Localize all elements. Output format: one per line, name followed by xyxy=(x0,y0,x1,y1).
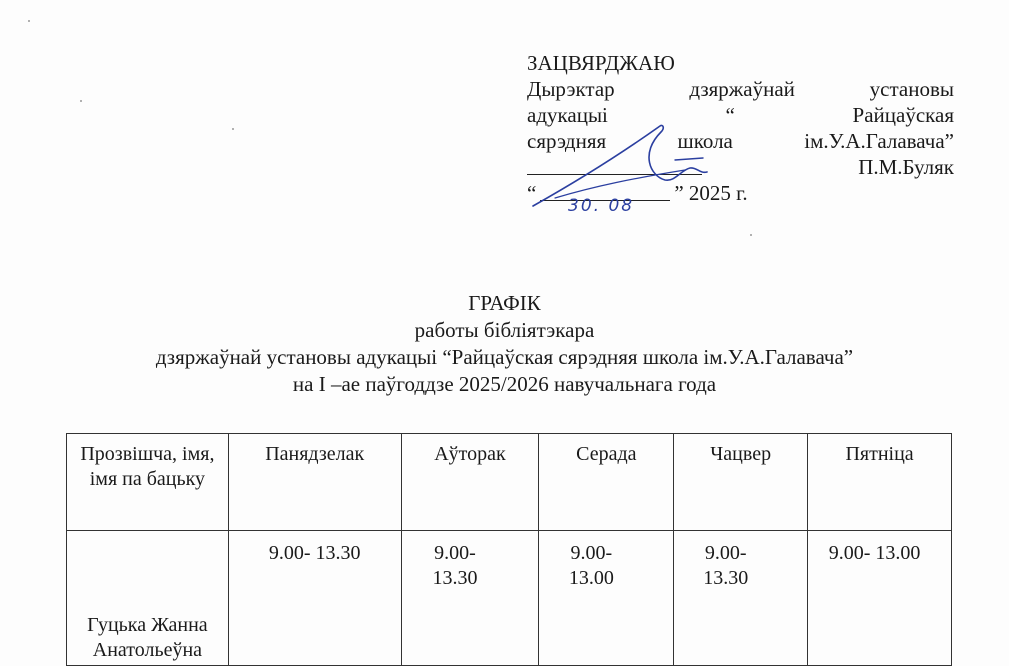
title-line-2: работы бібліятэкара xyxy=(414,318,595,342)
time-cell: 9.00- 13.30 xyxy=(228,531,401,666)
approval-word: школа xyxy=(677,129,733,153)
title-line-3: дзяржаўнай установы адукацыі “Райцаўская сярэдняя школа ім.У.А.Галавача” xyxy=(155,345,854,369)
table-row xyxy=(67,531,952,666)
title-line-4: на I –ае паўгоддзе 2025/2026 навучальнага года xyxy=(292,372,717,396)
approval-word: адукацыі xyxy=(527,103,608,127)
speck xyxy=(232,128,234,130)
time-cell: 9.00- 13.30 xyxy=(674,531,808,666)
speck xyxy=(80,100,82,102)
approval-heading: ЗАЦВЯРДЖАЮ xyxy=(527,51,675,75)
time-cell: 9.00- 13.00 xyxy=(539,531,674,666)
document-title xyxy=(0,290,1009,398)
header-cell: Серада xyxy=(539,434,674,531)
header-cell: Чацвер xyxy=(674,434,808,531)
approval-word: сярэдняя xyxy=(527,129,607,153)
approval-word: Райцаўская xyxy=(852,103,954,127)
approval-word: “ xyxy=(725,103,735,127)
schedule-table xyxy=(66,433,952,666)
table-header-row xyxy=(67,434,952,531)
header-cell: Аўторак xyxy=(401,434,539,531)
title-main: ГРАФІК xyxy=(468,291,541,315)
employee-name: Гуцька Жанна Анатольеўна xyxy=(67,531,229,666)
header-cell: Панядзелак xyxy=(228,434,401,531)
approval-word: ім.У.А.Галавача” xyxy=(804,129,954,153)
time-cell: 9.00- 13.00 xyxy=(808,531,952,666)
approval-line-1 xyxy=(527,76,954,102)
date-suffix: ” 2025 г. xyxy=(674,181,748,205)
time-cell: 9.00- 13.30 xyxy=(401,531,539,666)
approval-word: дзяржаўнай xyxy=(689,77,795,101)
approval-word: Дырэктар xyxy=(527,77,615,101)
date-open-quote: “ xyxy=(527,181,537,205)
signer-name: П.М.Буляк xyxy=(858,155,954,179)
header-cell: Прозвішча, імя, імя па бацьку xyxy=(67,434,229,531)
speck xyxy=(750,234,752,236)
approval-word: установы xyxy=(869,77,954,101)
header-cell: Пятніца xyxy=(808,434,952,531)
handwritten-date: 30. 08 xyxy=(568,196,635,216)
speck xyxy=(28,20,30,22)
